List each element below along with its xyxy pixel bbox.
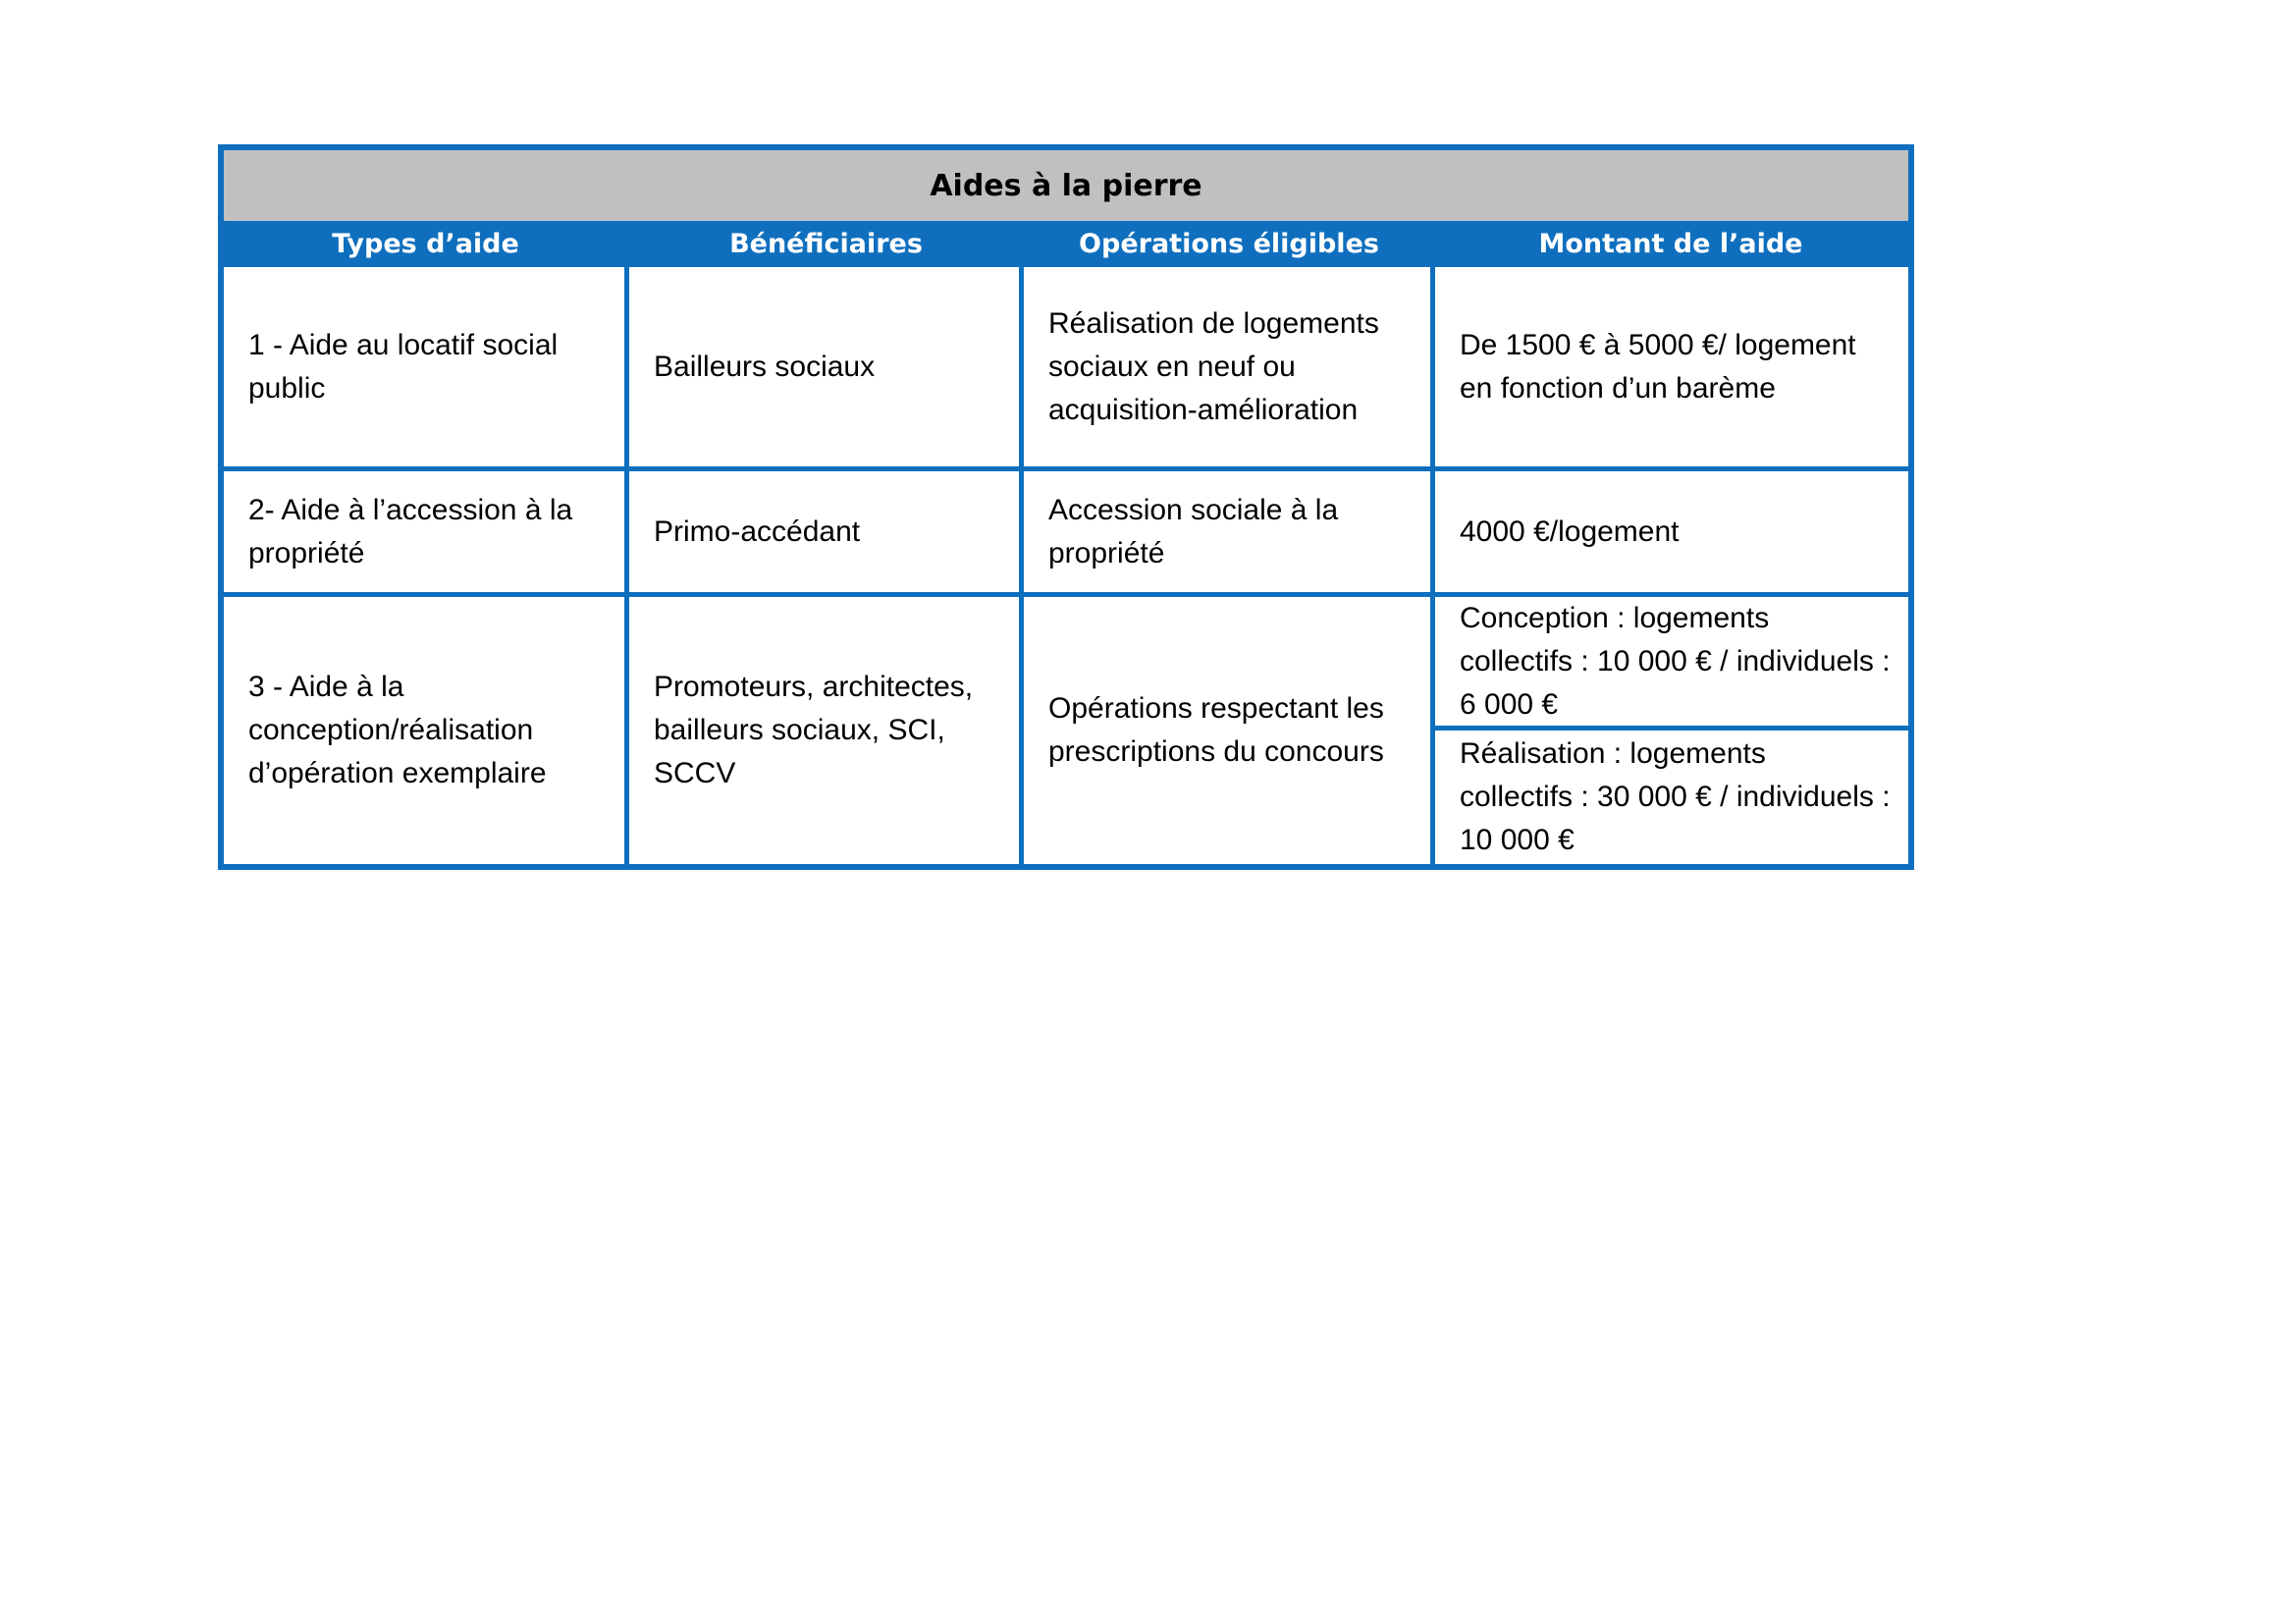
row1-beneficiaires: Bailleurs sociaux — [654, 350, 876, 383]
table-title: Aides à la pierre — [224, 150, 1908, 221]
row3-beneficiaires: Promoteurs, architectes, bailleurs sociaux, SCI, SCCV — [654, 671, 974, 789]
row2-montant: 4000 €/logement — [1460, 514, 1680, 548]
row3-type: 3 - Aide à la conception/réalisation d’opération exemplaire — [248, 671, 547, 789]
row1-type: 1 - Aide au locatif social public — [248, 328, 559, 405]
header-beneficiaires: Bénéficiaires — [729, 229, 923, 259]
row2-beneficiaires: Primo-accédant — [654, 514, 861, 548]
row2-type: 2- Aide à l’accession à la propriété — [248, 493, 573, 569]
row3-montant-realisation: Réalisation : logements collectifs : 30 000 € / individuels : 10 000 € — [1460, 737, 1891, 856]
row1-montant: De 1500 € à 5000 €/ logement en fonction d’un barème — [1460, 328, 1856, 405]
table-body — [224, 267, 1908, 864]
row3-montant-conception: Conception : logements collectifs : 10 000 € / individuels : 6 000 € — [1460, 601, 1891, 721]
row1-operations: Réalisation de logements sociaux en neuf ou acquisition-amélioration — [1048, 306, 1379, 426]
row2-operations: Accession sociale à la propriété — [1048, 493, 1339, 569]
header-types: Types d’aide — [332, 229, 519, 259]
aides-table — [218, 144, 1914, 870]
header-operations: Opérations éligibles — [1079, 229, 1379, 259]
row3-operations: Opérations respectant les prescriptions du concours — [1048, 692, 1384, 768]
header-row — [224, 221, 1908, 267]
header-montant: Montant de l’aide — [1538, 229, 1803, 259]
